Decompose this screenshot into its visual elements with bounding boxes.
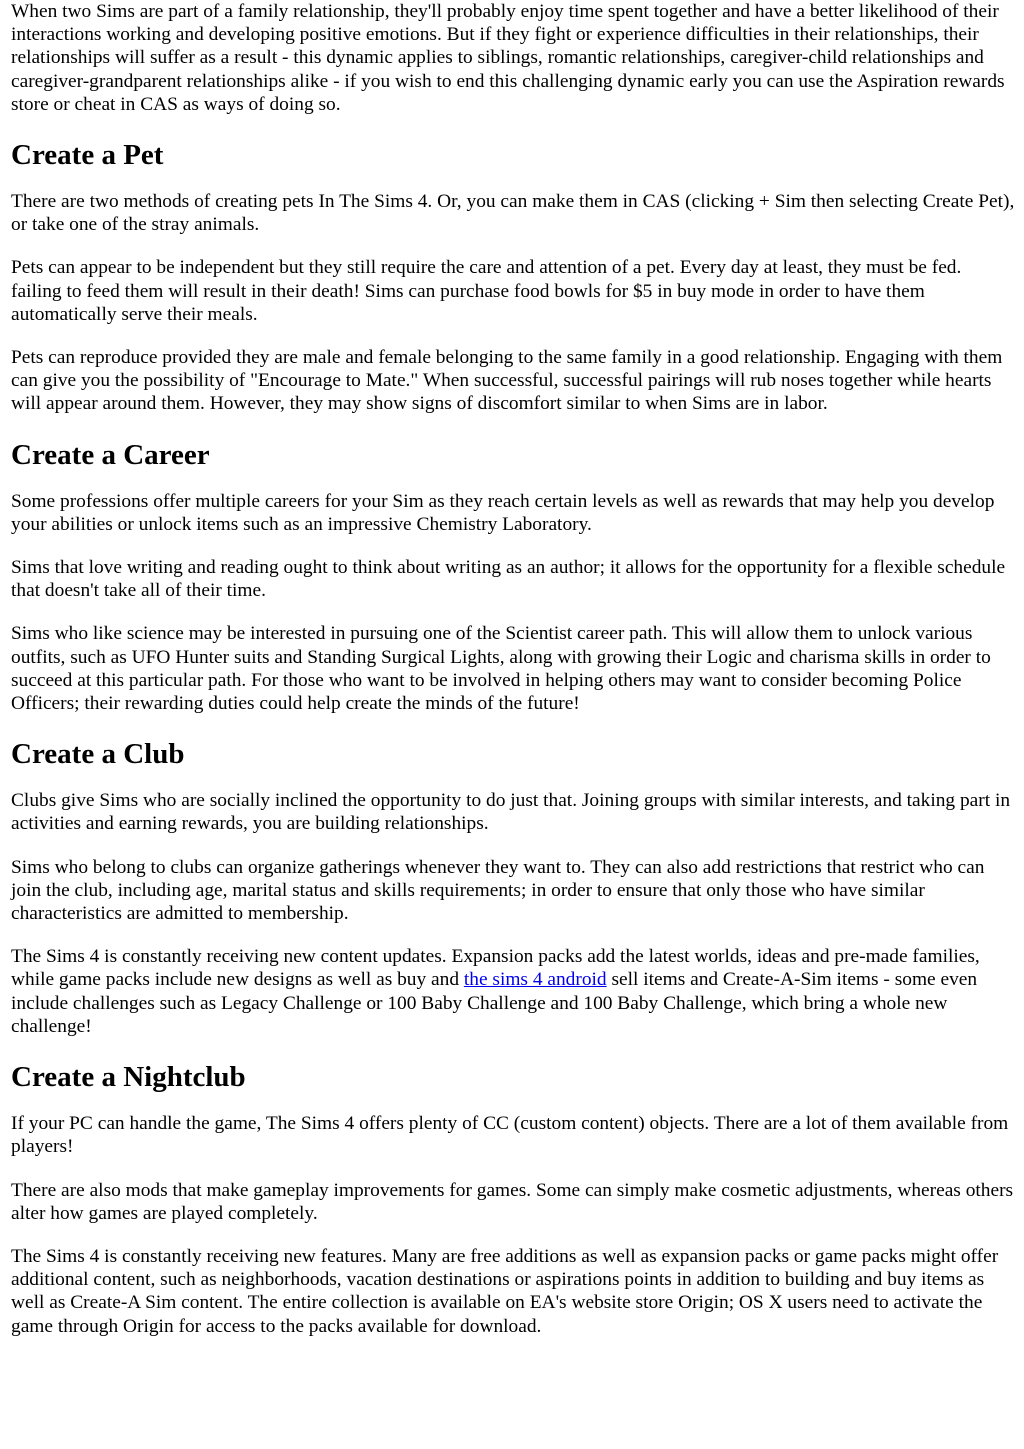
nightclub-paragraph-1: If your PC can handle the game, The Sims 4 offers plenty of CC (custom content) objects. There are a lot of them available from players! [11,1113,1009,1158]
pet-paragraph-2: Pets can appear to be independent but they still require the care and attention of a pet. Every day at least, they must be fed. failing to feed them will result in their death! Sims can purchase food bowls for $5 in buy mode in order to have them automatically serve their meals. [11,257,962,325]
sims-4-android-link[interactable]: the sims 4 android [463,969,607,991]
heading-create-career: Create a Career [11,438,210,471]
club-paragraph-3-text-after: sell items and Create-A-Sim items - some even include challenges such as Legacy Challenge or 100 Baby Challenge and 100 Baby Challenge, which bring a whole new challenge! [11,969,978,1037]
heading-create-club: Create a Club [11,738,185,771]
career-paragraph-1: Some professions offer multiple careers for your Sim as they reach certain levels as well as rewards that may help you develop your abilities or unlock items such as an impressive Chemistry Laboratory. [11,490,995,535]
nightclub-paragraph-2: There are also mods that make gameplay improvements for games. Some can simply make cosmetic adjustments, whereas others alter how games are played completely. [11,1179,1014,1224]
club-paragraph-3 [11,945,1016,1038]
career-paragraph-2: Sims that love writing and reading ought to think about writing as an author; it allows for the opportunity for a flexible schedule that doesn't take all of their time. [11,557,1006,602]
pet-paragraph-1: There are two methods of creating pets In The Sims 4. Or, you can make them in CAS (clicking + Sim then selecting Create Pet), or take one of the stray animals. [11,191,1015,236]
career-paragraph-3: Sims who like science may be interested in pursuing one of the Scientist career path. This will allow them to unlock various outfits, such as UFO Hunter suits and Standing Surgical Lights, along with growing their Logic and charisma skills in order to succeed at this particular path. For those who want to be involved in helping others may want to consider becoming Police Officers; their rewarding duties could help create the minds of the future! [11,623,991,715]
heading-create-nightclub: Create a Nightclub [11,1061,246,1094]
pet-paragraph-3: Pets can reproduce provided they are male and female belonging to the same family in a good relationship. Engaging with them can give you the possibility of "Encourage to Mate." When successful, successful pairings will rub noses together while hearts will appear around them. However, they may show signs of discomfort similar to when Sims are in labor. [11,347,1003,415]
intro-paragraph: When two Sims are part of a family relationship, they'll probably enjoy time spent together and have a better likelihood of their interactions working and developing positive emotions. But if they fight or experience difficulties in their relationships, their relationships will suffer as a result - this dynamic applies to siblings, romantic relationships, caregiver-child relationships and caregiver-grandparent relationships alike - if you wish to end this challenging dynamic early you can use the Aspiration rewards store or cheat in CAS as ways of doing so. [11,1,1005,115]
club-paragraph-3-text-before: The Sims 4 is constantly receiving new content updates. Expansion packs add the latest worlds, ideas and pre-made families, while game packs include new designs as well as buy and [11,946,980,991]
nightclub-paragraph-3: The Sims 4 is constantly receiving new features. Many are free additions as well as expansion packs or game packs might offer additional content, such as neighborhoods, vacation destinations or aspirations points in addition to building and buy items as well as Create-A Sim content. The entire collection is available on EA's website store Origin; OS X users need to activate the game through Origin for access to the packs available for download. [11,1245,999,1337]
club-paragraph-1: Clubs give Sims who are socially inclined the opportunity to do just that. Joining groups with similar interests, and taking part in activities and earning rewards, you are building relationships. [11,790,1011,835]
club-paragraph-2: Sims who belong to clubs can organize gatherings whenever they want to. They can also add restrictions that restrict who can join the club, including age, marital status and skills requirements; in order to ensure that only those who have similar characteristics are admitted to membership. [11,856,985,925]
heading-create-pet: Create a Pet [11,139,164,172]
